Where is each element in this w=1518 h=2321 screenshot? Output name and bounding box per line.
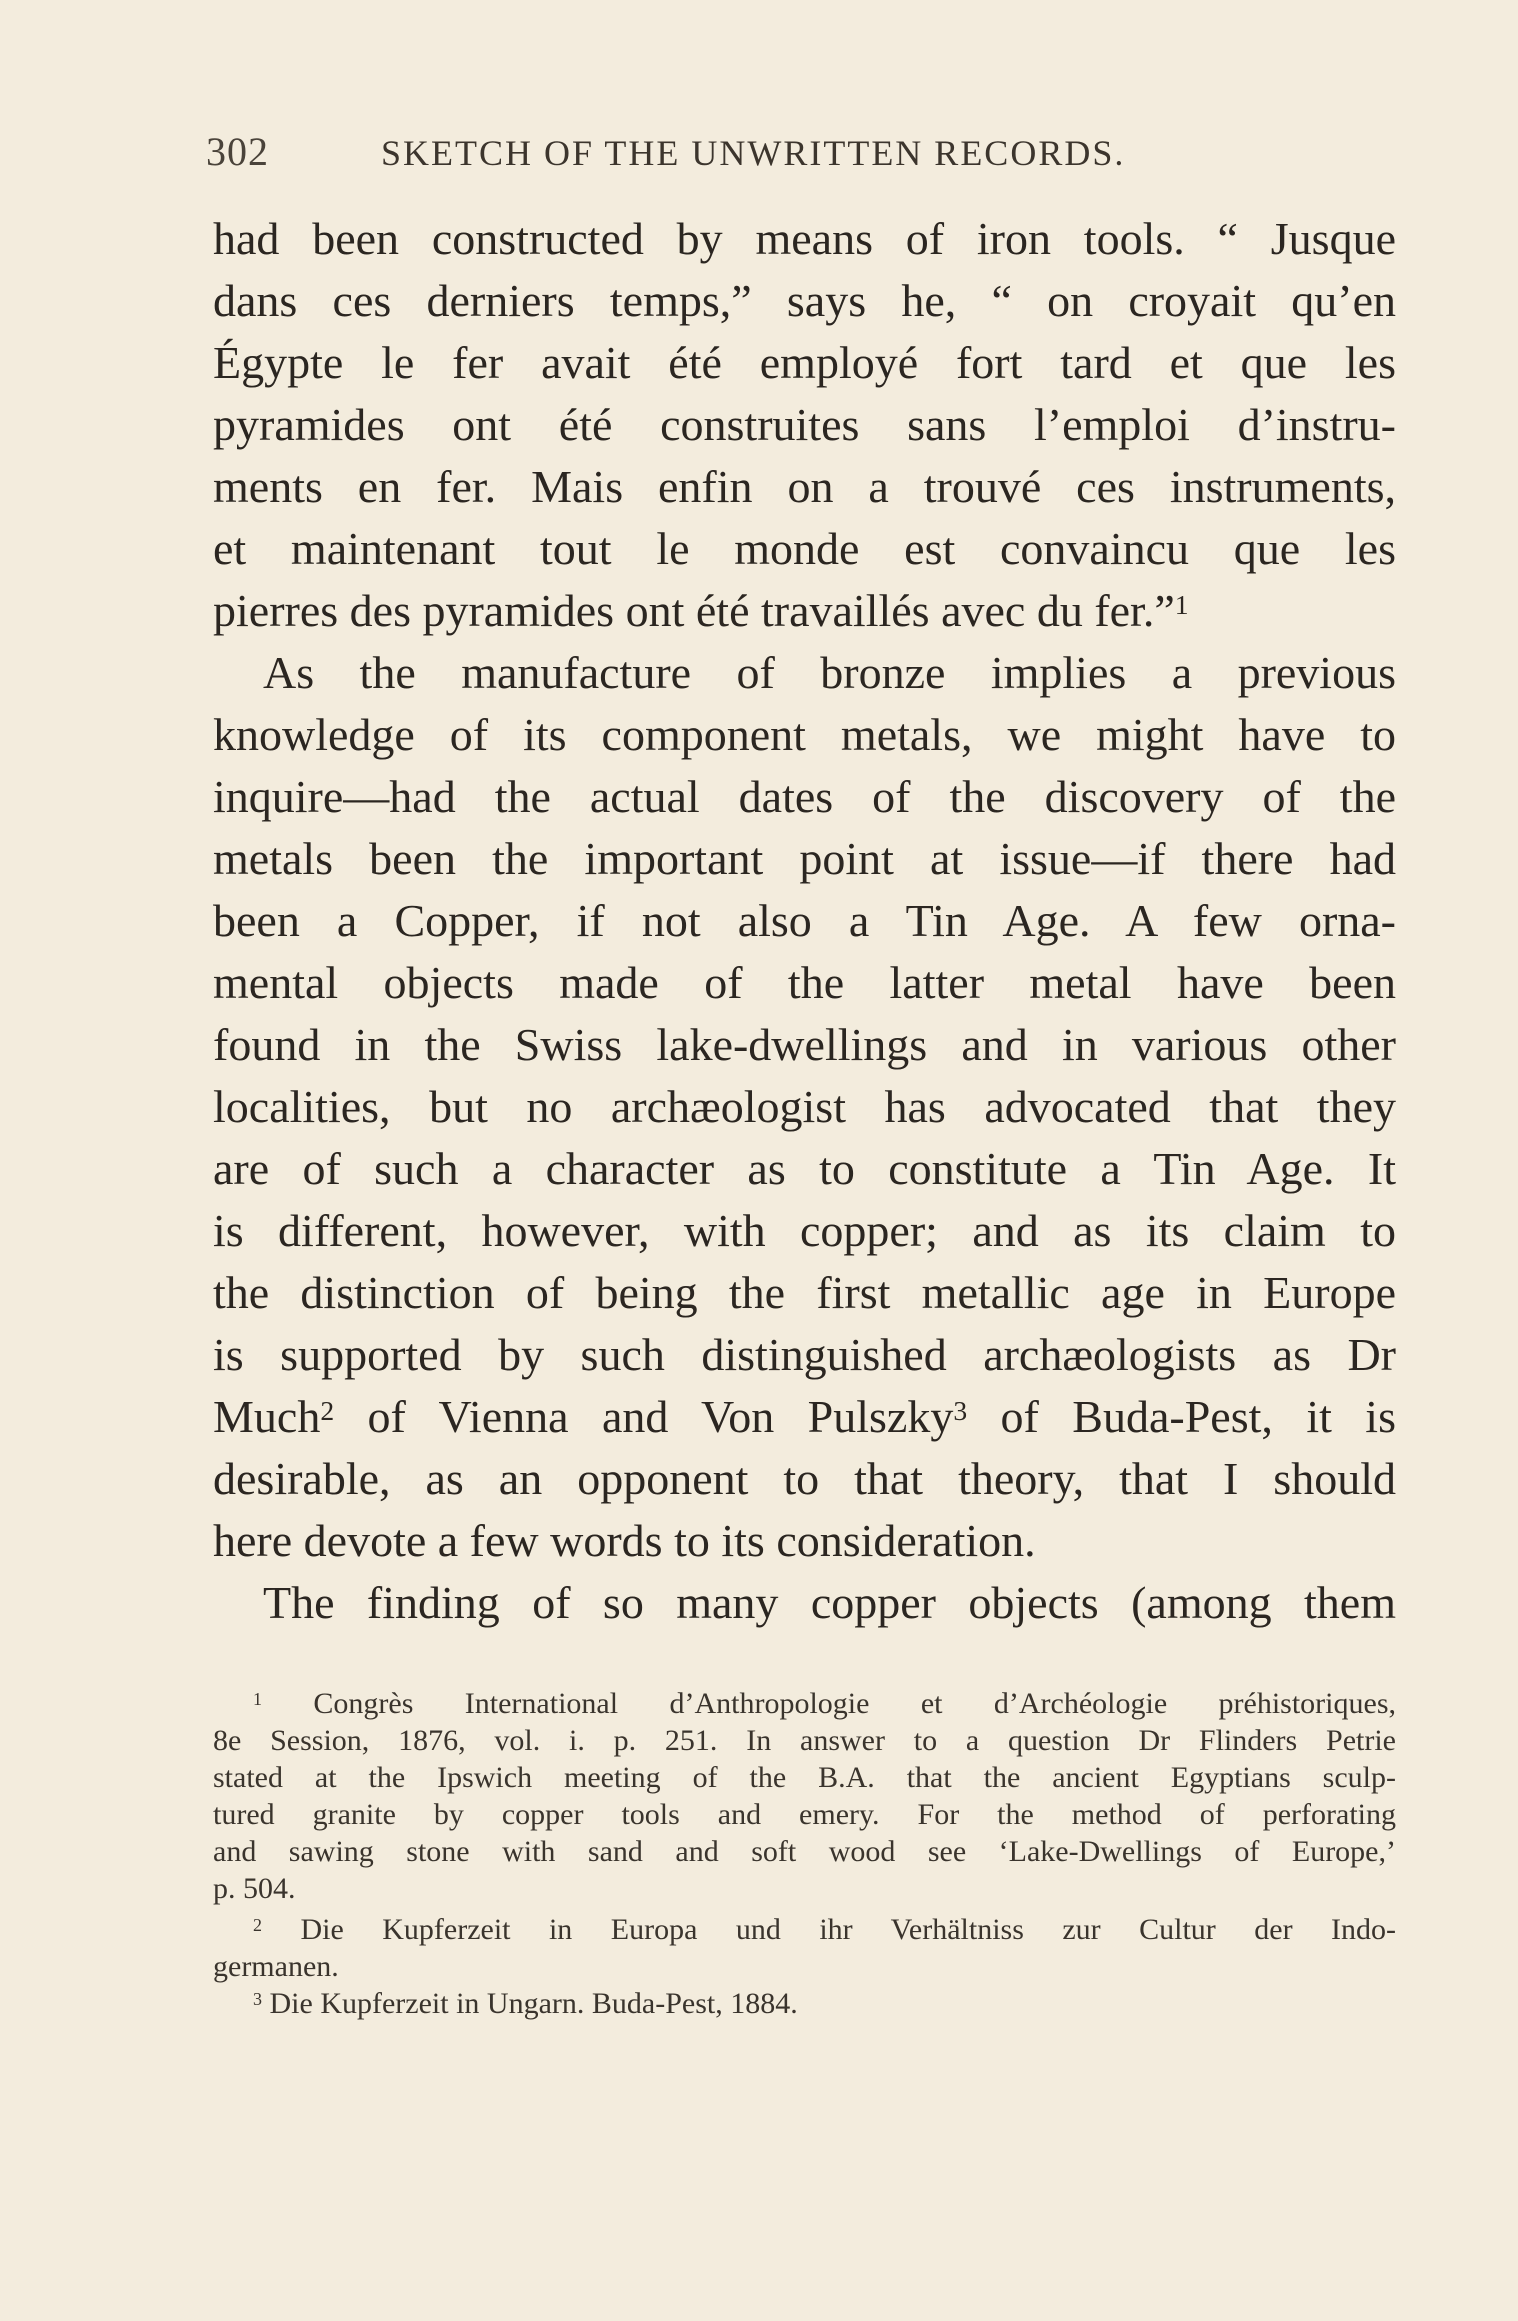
text-line: here devote a few words to its consideration. (213, 1515, 1036, 1566)
text-line: been a Copper, if not also a Tin Age. A few orna- (213, 895, 1396, 946)
text-line: ments en fer. Mais enfin on a trouvé ces instruments, (213, 461, 1396, 512)
text-line: localities, but no archæologist has advocated that they (213, 1081, 1396, 1132)
text-line: The finding of so many copper objects (among them (263, 1577, 1396, 1628)
footnote-ref: 2 (320, 1394, 335, 1426)
footnote-line: germanen. (213, 1950, 339, 1983)
text-line: the distinction of being the first metallic age in Europe (213, 1267, 1396, 1318)
footnote-ref: 3 (953, 1394, 968, 1426)
text-line: found in the Swiss lake-dwellings and in various other (213, 1019, 1396, 1070)
text-segment: Die Kupferzeit in Europa und ihr Verhältniss zur Cultur der Indo- (300, 1913, 1397, 1946)
text-line: had been constructed by means of iron tools. “ Jusque (213, 213, 1396, 264)
footnote-line: stated at the Ipswich meeting of the B.A. that the ancient Egyptians sculp- (213, 1761, 1396, 1794)
footnote-mark: 2 (253, 1914, 262, 1935)
text-segment: of Vienna and Von Pulszky (334, 1391, 954, 1442)
text-line: inquire—had the actual dates of the discovery of the (213, 771, 1396, 822)
footnote-line: and sawing stone with sand and soft wood see ‘Lake-Dwellings of Europe,’ (213, 1835, 1396, 1868)
text-line: is different, however, with copper; and as its claim to (213, 1205, 1396, 1256)
text-line: dans ces derniers temps,” says he, “ on croyait qu’en (213, 275, 1396, 326)
text-segment: Congrès International d’Anthropologie et d’Archéologie préhistoriques, (313, 1687, 1396, 1720)
footnote-mark: 3 (253, 1988, 262, 2009)
text-line: Égypte le fer avait été employé fort tard et que les (213, 337, 1396, 388)
text-line: metals been the important point at issue—if there had (213, 833, 1396, 884)
page-header (206, 128, 1401, 175)
footnote-mark: 1 (253, 1688, 262, 1709)
text-line: et maintenant tout le monde est convaincu que les (213, 523, 1396, 574)
footnotes (213, 1685, 1396, 2022)
text-segment: Die Kupferzeit in Ungarn. Buda-Pest, 1884. (269, 1987, 798, 2020)
text-line (213, 1386, 1396, 1448)
text-line: pyramides ont été construites sans l’emploi d’instru- (213, 399, 1396, 450)
footnote-line (213, 1911, 1396, 1948)
text-segment: Much (213, 1391, 321, 1442)
footnote-line (213, 1985, 1396, 2022)
text-line: knowledge of its component metals, we might have to (213, 709, 1396, 760)
page-number: 302 (206, 129, 269, 174)
running-head: SKETCH OF THE UNWRITTEN RECORDS. (381, 133, 1126, 173)
text-line: are of such a character as to constitute a Tin Age. It (213, 1143, 1396, 1194)
main-text (213, 208, 1396, 1634)
text-line: is supported by such distinguished archæologists as Dr (213, 1329, 1396, 1380)
footnote-line (213, 1685, 1396, 1722)
footnote-line: tured granite by copper tools and emery. For the method of perforating (213, 1798, 1396, 1831)
text-line: As the manufacture of bronze implies a previous (263, 647, 1396, 698)
text-line: mental objects made of the latter metal have been (213, 957, 1396, 1008)
text-segment: pierres des pyramides ont été travaillés avec du fer.” (213, 585, 1175, 636)
text-line (213, 580, 1396, 642)
footnote-line: p. 504. (213, 1872, 296, 1905)
footnote-line: 8e Session, 1876, vol. i. p. 251. In answer to a question Dr Flinders Petrie (213, 1724, 1396, 1757)
text-line: desirable, as an opponent to that theory, that I should (213, 1453, 1396, 1504)
text-segment: of Buda-Pest, it is (967, 1391, 1396, 1442)
footnote-ref: 1 (1174, 588, 1189, 620)
